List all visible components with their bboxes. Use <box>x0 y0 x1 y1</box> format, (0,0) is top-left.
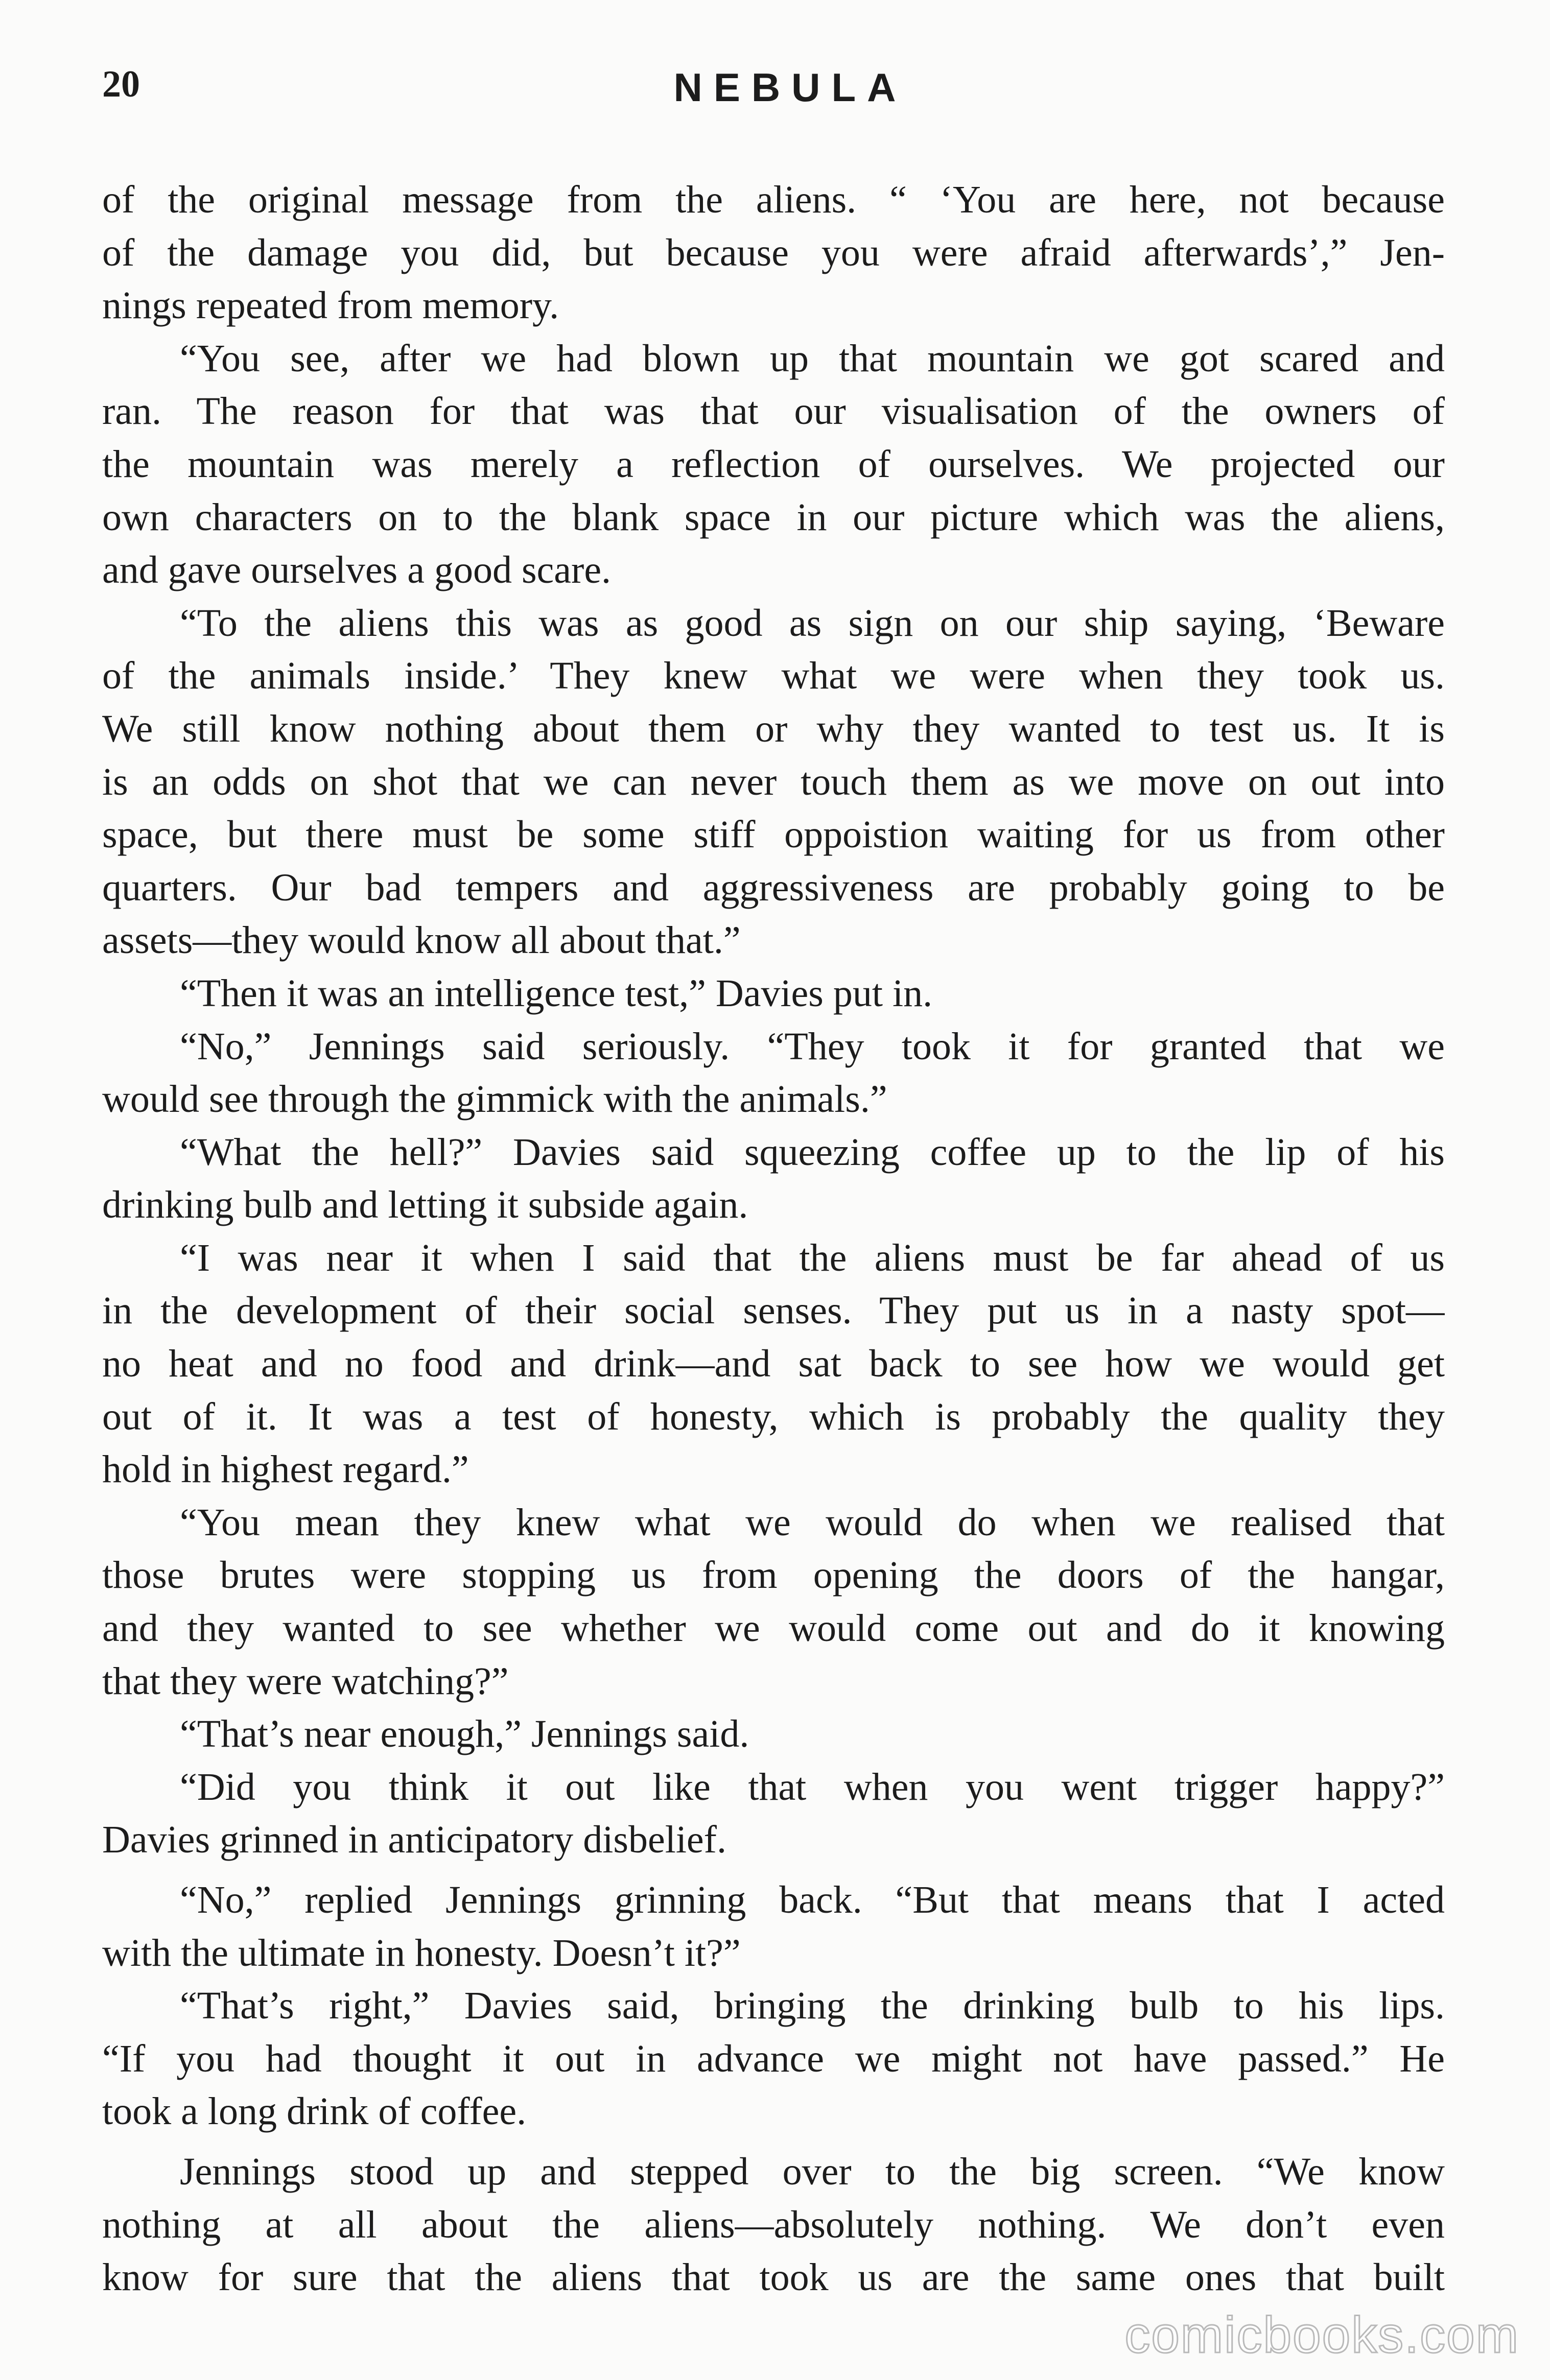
text-line: know for sure that the aliens that took us are the same ones that built <box>102 2256 1445 2299</box>
text-line: of the animals inside.’ They knew what we were when they took us. <box>102 654 1445 698</box>
text-line: hold in highest regard.” <box>102 1448 469 1491</box>
body-text <box>102 174 1445 2304</box>
text-line: the mountain was merely a reflection of ourselves. We projected our <box>102 442 1445 486</box>
text-line: “That’s near enough,” Jennings said. <box>180 1712 749 1756</box>
page-number: 20 <box>102 63 140 105</box>
text-line: ran. The reason for that was that our visualisation of the owners of <box>102 390 1445 433</box>
text-line: own characters on to the blank space in our picture which was the aliens, <box>102 495 1445 539</box>
text-line: We still know nothing about them or why they wanted to test us. It is <box>102 707 1445 750</box>
text-line: nothing at all about the aliens—absolutely nothing. We don’t even <box>102 2203 1445 2246</box>
text-line: “That’s right,” Davies said, bringing the drinking bulb to his lips. <box>180 1984 1445 2028</box>
text-line: those brutes were stopping us from opening the doors of the hangar, <box>102 1554 1445 1597</box>
text-line: “What the hell?” Davies said squeezing coffee up to the lip of his <box>180 1130 1445 1174</box>
text-line: “If you had thought it out in advance we might not have passed.” He <box>102 2037 1445 2080</box>
text-line: “To the aliens this was as good as sign on our ship saying, ‘Beware <box>180 601 1445 645</box>
text-line: with the ultimate in honesty. Doesn’t it?” <box>102 1931 741 1974</box>
text-line: in the development of their social senses. They put us in a nasty spot— <box>102 1289 1445 1332</box>
text-line: “No,” Jennings said seriously. “They took it for granted that we <box>180 1025 1445 1068</box>
text-line: would see through the gimmick with the animals.” <box>102 1078 887 1121</box>
text-line: “You see, after we had blown up that mountain we got scared and <box>180 337 1445 380</box>
text-line: “Then it was an intelligence test,” Davies put in. <box>180 971 933 1015</box>
text-line: no heat and no food and drink—and sat back to see how we would get <box>102 1342 1445 1386</box>
running-title: NEBULA <box>673 65 907 110</box>
text-line: of the damage you did, but because you were afraid afterwards’,” Jen- <box>102 231 1445 274</box>
text-line: nings repeated from memory. <box>102 284 559 327</box>
text-line: drinking bulb and letting it subside again. <box>102 1183 748 1227</box>
text-line: “You mean they knew what we would do when we realised that <box>180 1501 1445 1544</box>
text-line: assets—they would know all about that.” <box>102 919 741 962</box>
text-line: of the original message from the aliens. “ ‘You are here, not because <box>102 178 1445 221</box>
text-line: Davies grinned in anticipatory disbelief. <box>102 1818 726 1862</box>
text-line: that they were watching?” <box>102 1659 509 1703</box>
text-line: is an odds on shot that we can never touch them as we move on out into <box>102 760 1445 803</box>
text-line: took a long drink of coffee. <box>102 2090 527 2133</box>
text-line: and gave ourselves a good scare. <box>102 549 612 592</box>
text-line: “No,” replied Jennings grinning back. “But that means that I acted <box>180 1878 1445 1921</box>
text-line: out of it. It was a test of honesty, which is probably the quality they <box>102 1395 1445 1438</box>
text-line: “I was near it when I said that the aliens must be far ahead of us <box>180 1236 1445 1279</box>
text-line: Jennings stood up and stepped over to the big screen. “We know <box>180 2150 1445 2193</box>
text-line: quarters. Our bad tempers and aggressiveness are probably going to be <box>102 866 1445 909</box>
text-line: and they wanted to see whether we would come out and do it knowing <box>102 1607 1445 1650</box>
text-line: “Did you think it out like that when you went trigger happy?” <box>180 1765 1445 1808</box>
site-watermark: comicbooks.com <box>1124 2306 1519 2364</box>
text-line: space, but there must be some stiff oppoistion waiting for us from other <box>102 813 1445 856</box>
